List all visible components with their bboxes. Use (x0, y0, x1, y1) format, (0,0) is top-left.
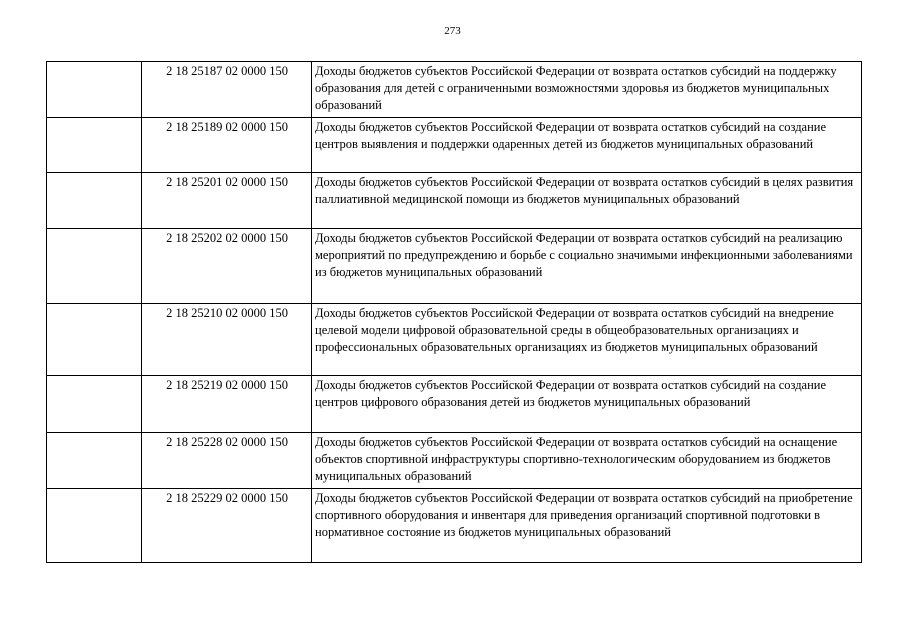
budget-classification-table (46, 61, 862, 563)
budget-code-cell: 2 18 25201 02 0000 150 (142, 173, 312, 229)
table-row (47, 118, 862, 173)
table-row (47, 62, 862, 118)
description-cell: Доходы бюджетов субъектов Российской Федерации от возврата остатков субсидий в целях развития паллиативной медицинской помощи из бюджетов муниципальных образований (312, 173, 862, 229)
budget-code-cell: 2 18 25228 02 0000 150 (142, 433, 312, 489)
admin-code-cell (47, 118, 142, 173)
admin-code-cell (47, 489, 142, 563)
table-row (47, 229, 862, 304)
budget-code-cell: 2 18 25187 02 0000 150 (142, 62, 312, 118)
description-cell: Доходы бюджетов субъектов Российской Федерации от возврата остатков субсидий на оснащение объектов спортивной инфраструктуры спортивно-технологическим оборудованием из бюджетов муниципальных образований (312, 433, 862, 489)
description-cell: Доходы бюджетов субъектов Российской Федерации от возврата остатков субсидий на реализацию мероприятий по предупреждению и борьбе с социально значимыми инфекционными заболеваниями из бюджетов муниципальных образований (312, 229, 862, 304)
description-cell: Доходы бюджетов субъектов Российской Федерации от возврата остатков субсидий на поддержку образования для детей с ограниченными возможностями здоровья из бюджетов муниципальных образований (312, 62, 862, 118)
admin-code-cell (47, 62, 142, 118)
budget-code-cell: 2 18 25202 02 0000 150 (142, 229, 312, 304)
admin-code-cell (47, 376, 142, 433)
admin-code-cell (47, 229, 142, 304)
budget-code-cell: 2 18 25210 02 0000 150 (142, 304, 312, 376)
table-row (47, 433, 862, 489)
table-row (47, 304, 862, 376)
budget-code-cell: 2 18 25189 02 0000 150 (142, 118, 312, 173)
budget-code-cell: 2 18 25229 02 0000 150 (142, 489, 312, 563)
budget-code-cell: 2 18 25219 02 0000 150 (142, 376, 312, 433)
description-cell: Доходы бюджетов субъектов Российской Федерации от возврата остатков субсидий на внедрение целевой модели цифровой образовательной среды в общеобразовательных организациях и профессиональных образовательных организациях из бюджетов муниципальных образований (312, 304, 862, 376)
table-row (47, 489, 862, 563)
description-cell: Доходы бюджетов субъектов Российской Федерации от возврата остатков субсидий на приобретение спортивного оборудования и инвентаря для приведения организаций спортивной подготовки в нормативное состояние из бюджетов муниципальных образований (312, 489, 862, 563)
admin-code-cell (47, 173, 142, 229)
description-cell: Доходы бюджетов субъектов Российской Федерации от возврата остатков субсидий на создание центров выявления и поддержки одаренных детей из бюджетов муниципальных образований (312, 118, 862, 173)
table-row (47, 376, 862, 433)
description-cell: Доходы бюджетов субъектов Российской Федерации от возврата остатков субсидий на создание центров цифрового образования детей из бюджетов муниципальных образований (312, 376, 862, 433)
admin-code-cell (47, 304, 142, 376)
admin-code-cell (47, 433, 142, 489)
table-row (47, 173, 862, 229)
page-number: 273 (444, 25, 461, 37)
